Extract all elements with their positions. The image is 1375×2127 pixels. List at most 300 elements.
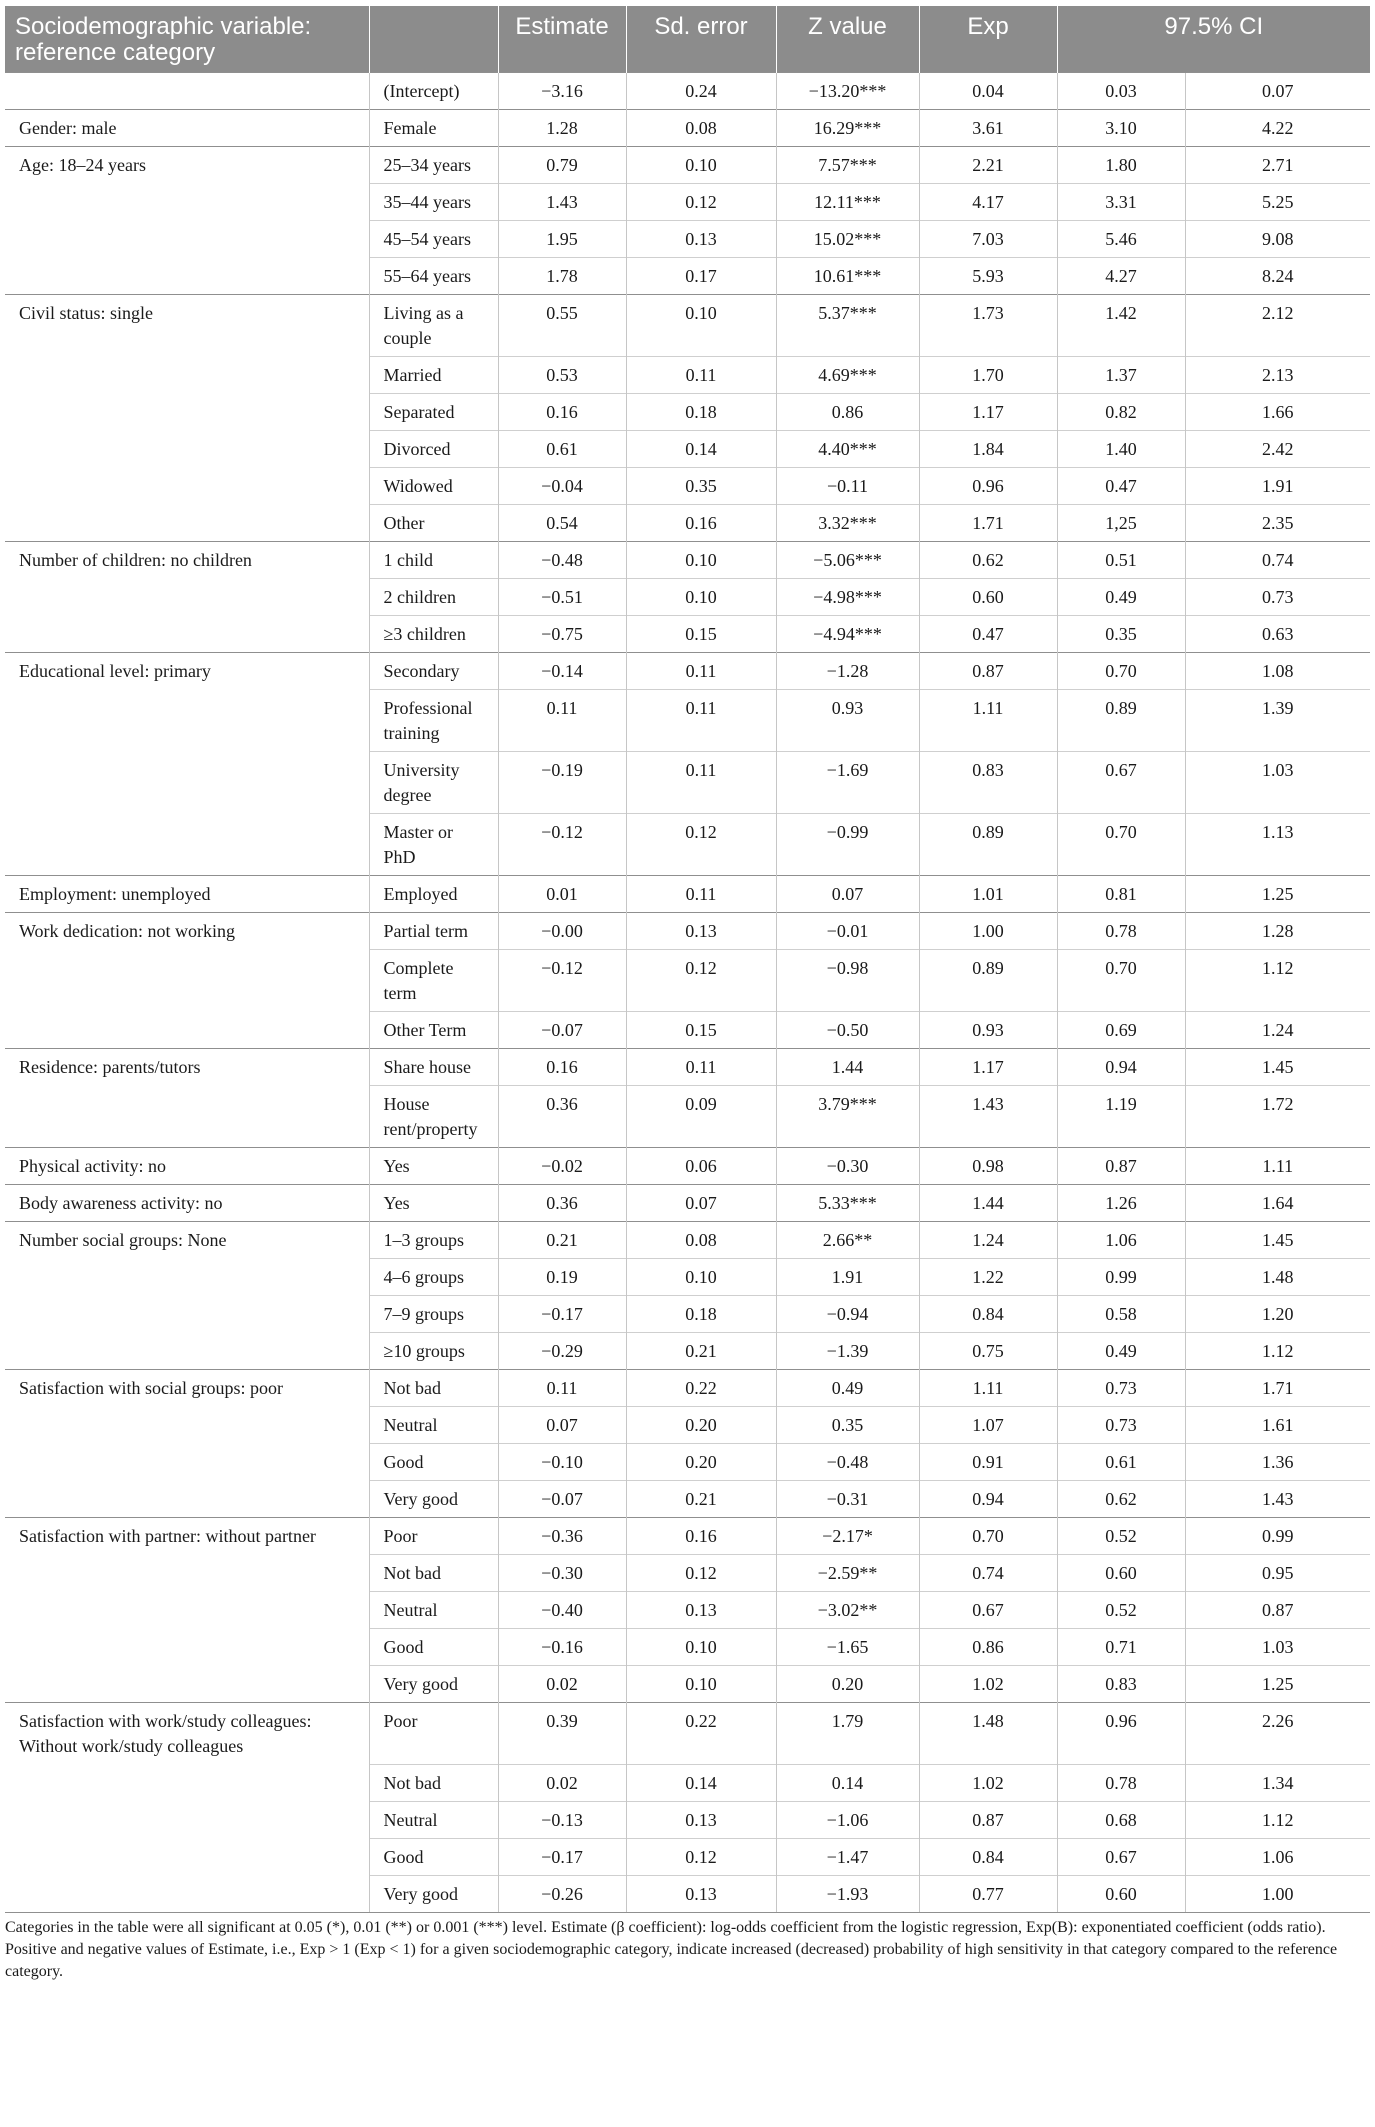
category-cell: Employed xyxy=(369,876,498,913)
ci-lower-cell: 0.49 xyxy=(1057,579,1185,616)
table-row xyxy=(5,1333,1370,1370)
ci-upper-cell: 1.03 xyxy=(1185,1629,1370,1666)
exp-cell: 0.04 xyxy=(919,73,1057,110)
table-row xyxy=(5,1666,1370,1703)
estimate-cell: 0.21 xyxy=(498,1222,626,1259)
category-cell: Living as a couple xyxy=(369,295,498,357)
ci-lower-cell: 0.70 xyxy=(1057,653,1185,690)
variable-cell xyxy=(5,468,369,505)
z-value-cell: −0.94 xyxy=(776,1296,919,1333)
ci-lower-cell: 1.80 xyxy=(1057,147,1185,184)
sd-error-cell: 0.12 xyxy=(626,1555,776,1592)
table-row xyxy=(5,295,1370,357)
category-cell: Good xyxy=(369,1629,498,1666)
category-cell: Neutral xyxy=(369,1592,498,1629)
estimate-cell: −0.12 xyxy=(498,950,626,1012)
estimate-cell: −0.19 xyxy=(498,752,626,814)
sd-error-cell: 0.06 xyxy=(626,1148,776,1185)
category-cell: House rent/property xyxy=(369,1086,498,1148)
header-variable: Sociodemographic variable: reference category xyxy=(5,6,369,73)
table-body xyxy=(5,73,1370,1913)
estimate-cell: −0.13 xyxy=(498,1801,626,1838)
ci-lower-cell: 0.49 xyxy=(1057,1333,1185,1370)
sd-error-cell: 0.07 xyxy=(626,1185,776,1222)
exp-cell: 0.67 xyxy=(919,1592,1057,1629)
variable-cell xyxy=(5,1407,369,1444)
ci-lower-cell: 0.83 xyxy=(1057,1666,1185,1703)
ci-upper-cell: 1.34 xyxy=(1185,1764,1370,1801)
table-row xyxy=(5,1012,1370,1049)
estimate-cell: 0.02 xyxy=(498,1666,626,1703)
variable-cell xyxy=(5,1666,369,1703)
exp-cell: 1.24 xyxy=(919,1222,1057,1259)
sd-error-cell: 0.10 xyxy=(626,1666,776,1703)
ci-upper-cell: 5.25 xyxy=(1185,184,1370,221)
table-row xyxy=(5,394,1370,431)
category-cell: 55–64 years xyxy=(369,258,498,295)
ci-lower-cell: 3.10 xyxy=(1057,110,1185,147)
variable-cell xyxy=(5,184,369,221)
estimate-cell: −0.30 xyxy=(498,1555,626,1592)
variable-cell xyxy=(5,690,369,752)
z-value-cell: 0.49 xyxy=(776,1370,919,1407)
ci-upper-cell: 1.12 xyxy=(1185,950,1370,1012)
ci-lower-cell: 0.87 xyxy=(1057,1148,1185,1185)
sd-error-cell: 0.13 xyxy=(626,1592,776,1629)
z-value-cell: −3.02** xyxy=(776,1592,919,1629)
variable-cell xyxy=(5,258,369,295)
table-row xyxy=(5,653,1370,690)
z-value-cell: −1.39 xyxy=(776,1333,919,1370)
sd-error-cell: 0.08 xyxy=(626,1222,776,1259)
table-row xyxy=(5,1049,1370,1086)
table-row xyxy=(5,1444,1370,1481)
table-row xyxy=(5,1801,1370,1838)
ci-upper-cell: 0.87 xyxy=(1185,1592,1370,1629)
z-value-cell: 10.61*** xyxy=(776,258,919,295)
variable-cell: Physical activity: no xyxy=(5,1148,369,1185)
ci-upper-cell: 1.03 xyxy=(1185,752,1370,814)
sd-error-cell: 0.13 xyxy=(626,1801,776,1838)
variable-cell xyxy=(5,431,369,468)
table-row xyxy=(5,505,1370,542)
estimate-cell: −3.16 xyxy=(498,73,626,110)
ci-lower-cell: 0.78 xyxy=(1057,913,1185,950)
ci-upper-cell: 1.25 xyxy=(1185,876,1370,913)
variable-cell: Residence: parents/tutors xyxy=(5,1049,369,1086)
z-value-cell: −4.94*** xyxy=(776,616,919,653)
ci-upper-cell: 1.08 xyxy=(1185,653,1370,690)
category-cell: Master or PhD xyxy=(369,814,498,876)
category-cell: Other Term xyxy=(369,1012,498,1049)
z-value-cell: 15.02*** xyxy=(776,221,919,258)
estimate-cell: −0.48 xyxy=(498,542,626,579)
variable-cell: Satisfaction with work/study colleagues: Without work/study colleagues xyxy=(5,1703,369,1765)
ci-upper-cell: 1.24 xyxy=(1185,1012,1370,1049)
ci-upper-cell: 2.71 xyxy=(1185,147,1370,184)
ci-lower-cell: 0.73 xyxy=(1057,1370,1185,1407)
category-cell: Neutral xyxy=(369,1407,498,1444)
variable-cell: Age: 18–24 years xyxy=(5,147,369,184)
ci-lower-cell: 1,25 xyxy=(1057,505,1185,542)
ci-lower-cell: 0.70 xyxy=(1057,814,1185,876)
z-value-cell: −0.31 xyxy=(776,1481,919,1518)
ci-lower-cell: 1.26 xyxy=(1057,1185,1185,1222)
z-value-cell: 0.07 xyxy=(776,876,919,913)
category-cell: 7–9 groups xyxy=(369,1296,498,1333)
z-value-cell: 4.40*** xyxy=(776,431,919,468)
ci-upper-cell: 4.22 xyxy=(1185,110,1370,147)
table-row xyxy=(5,73,1370,110)
category-cell: 1 child xyxy=(369,542,498,579)
sd-error-cell: 0.10 xyxy=(626,1629,776,1666)
sd-error-cell: 0.13 xyxy=(626,1875,776,1912)
exp-cell: 7.03 xyxy=(919,221,1057,258)
variable-cell: Body awareness activity: no xyxy=(5,1185,369,1222)
sd-error-cell: 0.11 xyxy=(626,752,776,814)
estimate-cell: −0.17 xyxy=(498,1296,626,1333)
category-cell: Share house xyxy=(369,1049,498,1086)
variable-cell xyxy=(5,394,369,431)
variable-cell xyxy=(5,950,369,1012)
regression-table-sheet xyxy=(5,6,1370,1983)
ci-upper-cell: 8.24 xyxy=(1185,258,1370,295)
table-row xyxy=(5,184,1370,221)
z-value-cell: 3.79*** xyxy=(776,1086,919,1148)
estimate-cell: 0.11 xyxy=(498,1370,626,1407)
z-value-cell: −1.28 xyxy=(776,653,919,690)
ci-upper-cell: 0.74 xyxy=(1185,542,1370,579)
category-cell: Yes xyxy=(369,1185,498,1222)
variable-cell: Educational level: primary xyxy=(5,653,369,690)
estimate-cell: −0.36 xyxy=(498,1518,626,1555)
estimate-cell: −0.00 xyxy=(498,913,626,950)
table-row xyxy=(5,752,1370,814)
sd-error-cell: 0.18 xyxy=(626,1296,776,1333)
estimate-cell: 1.78 xyxy=(498,258,626,295)
exp-cell: 1.11 xyxy=(919,1370,1057,1407)
exp-cell: 1.43 xyxy=(919,1086,1057,1148)
category-cell: Complete term xyxy=(369,950,498,1012)
sd-error-cell: 0.22 xyxy=(626,1703,776,1765)
table-row xyxy=(5,1259,1370,1296)
estimate-cell: −0.10 xyxy=(498,1444,626,1481)
category-cell: Not bad xyxy=(369,1764,498,1801)
ci-upper-cell: 1.25 xyxy=(1185,1666,1370,1703)
sd-error-cell: 0.20 xyxy=(626,1444,776,1481)
sd-error-cell: 0.18 xyxy=(626,394,776,431)
sd-error-cell: 0.12 xyxy=(626,1838,776,1875)
table-row xyxy=(5,876,1370,913)
sd-error-cell: 0.35 xyxy=(626,468,776,505)
table-row xyxy=(5,1875,1370,1912)
table-row xyxy=(5,147,1370,184)
exp-cell: 0.74 xyxy=(919,1555,1057,1592)
z-value-cell: 7.57*** xyxy=(776,147,919,184)
table-row xyxy=(5,1148,1370,1185)
sd-error-cell: 0.14 xyxy=(626,1764,776,1801)
ci-lower-cell: 0.68 xyxy=(1057,1801,1185,1838)
variable-cell xyxy=(5,73,369,110)
ci-upper-cell: 1.28 xyxy=(1185,913,1370,950)
table-row xyxy=(5,814,1370,876)
sd-error-cell: 0.10 xyxy=(626,579,776,616)
z-value-cell: 1.79 xyxy=(776,1703,919,1765)
table-row xyxy=(5,1629,1370,1666)
category-cell: Married xyxy=(369,357,498,394)
exp-cell: 1.71 xyxy=(919,505,1057,542)
exp-cell: 0.96 xyxy=(919,468,1057,505)
category-cell: 45–54 years xyxy=(369,221,498,258)
exp-cell: 0.89 xyxy=(919,814,1057,876)
estimate-cell: −0.17 xyxy=(498,1838,626,1875)
sd-error-cell: 0.11 xyxy=(626,1049,776,1086)
ci-lower-cell: 0.60 xyxy=(1057,1875,1185,1912)
ci-lower-cell: 0.52 xyxy=(1057,1518,1185,1555)
ci-upper-cell: 2.26 xyxy=(1185,1703,1370,1765)
z-value-cell: 16.29*** xyxy=(776,110,919,147)
z-value-cell: −0.01 xyxy=(776,913,919,950)
ci-lower-cell: 1.42 xyxy=(1057,295,1185,357)
category-cell: University degree xyxy=(369,752,498,814)
ci-lower-cell: 0.69 xyxy=(1057,1012,1185,1049)
category-cell: Neutral xyxy=(369,1801,498,1838)
ci-lower-cell: 0.61 xyxy=(1057,1444,1185,1481)
variable-cell: Satisfaction with social groups: poor xyxy=(5,1370,369,1407)
variable-cell: Satisfaction with partner: without partner xyxy=(5,1518,369,1555)
z-value-cell: 12.11*** xyxy=(776,184,919,221)
variable-cell: Work dedication: not working xyxy=(5,913,369,950)
estimate-cell: −0.51 xyxy=(498,579,626,616)
table-row xyxy=(5,1185,1370,1222)
category-cell: Not bad xyxy=(369,1370,498,1407)
ci-upper-cell: 1.71 xyxy=(1185,1370,1370,1407)
ci-lower-cell: 3.31 xyxy=(1057,184,1185,221)
variable-cell xyxy=(5,1086,369,1148)
category-cell: Poor xyxy=(369,1518,498,1555)
exp-cell: 1.22 xyxy=(919,1259,1057,1296)
ci-lower-cell: 0.96 xyxy=(1057,1703,1185,1765)
table-row xyxy=(5,1296,1370,1333)
exp-cell: 1.17 xyxy=(919,394,1057,431)
estimate-cell: −0.14 xyxy=(498,653,626,690)
table-row xyxy=(5,258,1370,295)
variable-cell xyxy=(5,357,369,394)
estimate-cell: 0.55 xyxy=(498,295,626,357)
category-cell: Good xyxy=(369,1838,498,1875)
table-row xyxy=(5,1838,1370,1875)
sd-error-cell: 0.10 xyxy=(626,1259,776,1296)
estimate-cell: 1.28 xyxy=(498,110,626,147)
variable-cell xyxy=(5,1444,369,1481)
ci-upper-cell: 1.72 xyxy=(1185,1086,1370,1148)
ci-lower-cell: 0.62 xyxy=(1057,1481,1185,1518)
ci-upper-cell: 1.48 xyxy=(1185,1259,1370,1296)
variable-cell xyxy=(5,1012,369,1049)
estimate-cell: −0.40 xyxy=(498,1592,626,1629)
ci-upper-cell: 2.35 xyxy=(1185,505,1370,542)
ci-lower-cell: 0.71 xyxy=(1057,1629,1185,1666)
z-value-cell: −1.65 xyxy=(776,1629,919,1666)
estimate-cell: 0.36 xyxy=(498,1185,626,1222)
ci-lower-cell: 0.89 xyxy=(1057,690,1185,752)
ci-upper-cell: 1.12 xyxy=(1185,1801,1370,1838)
exp-cell: 0.70 xyxy=(919,1518,1057,1555)
table-row xyxy=(5,1407,1370,1444)
ci-lower-cell: 1.06 xyxy=(1057,1222,1185,1259)
z-value-cell: −13.20*** xyxy=(776,73,919,110)
sd-error-cell: 0.15 xyxy=(626,616,776,653)
table-row xyxy=(5,690,1370,752)
z-value-cell: 4.69*** xyxy=(776,357,919,394)
variable-cell xyxy=(5,616,369,653)
ci-upper-cell: 1.36 xyxy=(1185,1444,1370,1481)
estimate-cell: 0.61 xyxy=(498,431,626,468)
category-cell: 35–44 years xyxy=(369,184,498,221)
ci-upper-cell: 1.45 xyxy=(1185,1049,1370,1086)
table-row xyxy=(5,1518,1370,1555)
estimate-cell: 0.19 xyxy=(498,1259,626,1296)
ci-lower-cell: 0.70 xyxy=(1057,950,1185,1012)
ci-lower-cell: 0.82 xyxy=(1057,394,1185,431)
variable-cell: Number social groups: None xyxy=(5,1222,369,1259)
category-cell: Professional training xyxy=(369,690,498,752)
ci-lower-cell: 0.67 xyxy=(1057,1838,1185,1875)
header-ci: 97.5% CI xyxy=(1057,6,1370,73)
exp-cell: 0.93 xyxy=(919,1012,1057,1049)
variable-cell xyxy=(5,752,369,814)
ci-upper-cell: 9.08 xyxy=(1185,221,1370,258)
ci-lower-cell: 0.52 xyxy=(1057,1592,1185,1629)
exp-cell: 0.98 xyxy=(919,1148,1057,1185)
variable-cell xyxy=(5,1875,369,1912)
ci-upper-cell: 1.91 xyxy=(1185,468,1370,505)
sd-error-cell: 0.10 xyxy=(626,295,776,357)
variable-cell xyxy=(5,1333,369,1370)
exp-cell: 1.84 xyxy=(919,431,1057,468)
category-cell: Very good xyxy=(369,1481,498,1518)
ci-lower-cell: 0.35 xyxy=(1057,616,1185,653)
ci-upper-cell: 1.20 xyxy=(1185,1296,1370,1333)
category-cell: 4–6 groups xyxy=(369,1259,498,1296)
header-exp: Exp xyxy=(919,6,1057,73)
ci-upper-cell: 0.73 xyxy=(1185,579,1370,616)
ci-lower-cell: 0.67 xyxy=(1057,752,1185,814)
variable-cell xyxy=(5,814,369,876)
z-value-cell: 2.66** xyxy=(776,1222,919,1259)
z-value-cell: −0.48 xyxy=(776,1444,919,1481)
z-value-cell: 0.35 xyxy=(776,1407,919,1444)
z-value-cell: −0.50 xyxy=(776,1012,919,1049)
ci-lower-cell: 0.47 xyxy=(1057,468,1185,505)
exp-cell: 0.87 xyxy=(919,653,1057,690)
z-value-cell: −0.11 xyxy=(776,468,919,505)
variable-cell xyxy=(5,1555,369,1592)
sd-error-cell: 0.12 xyxy=(626,814,776,876)
ci-upper-cell: 0.07 xyxy=(1185,73,1370,110)
variable-cell xyxy=(5,505,369,542)
exp-cell: 1.17 xyxy=(919,1049,1057,1086)
variable-cell xyxy=(5,1592,369,1629)
ci-upper-cell: 1.45 xyxy=(1185,1222,1370,1259)
exp-cell: 1.01 xyxy=(919,876,1057,913)
table-row xyxy=(5,913,1370,950)
exp-cell: 1.02 xyxy=(919,1764,1057,1801)
header-estimate: Estimate xyxy=(498,6,626,73)
z-value-cell: 3.32*** xyxy=(776,505,919,542)
variable-cell xyxy=(5,579,369,616)
exp-cell: 0.94 xyxy=(919,1481,1057,1518)
variable-cell xyxy=(5,1629,369,1666)
exp-cell: 0.75 xyxy=(919,1333,1057,1370)
sd-error-cell: 0.11 xyxy=(626,357,776,394)
category-cell: Separated xyxy=(369,394,498,431)
estimate-cell: −0.75 xyxy=(498,616,626,653)
z-value-cell: 1.44 xyxy=(776,1049,919,1086)
ci-upper-cell: 1.13 xyxy=(1185,814,1370,876)
z-value-cell: −1.69 xyxy=(776,752,919,814)
ci-lower-cell: 0.78 xyxy=(1057,1764,1185,1801)
sd-error-cell: 0.09 xyxy=(626,1086,776,1148)
exp-cell: 0.47 xyxy=(919,616,1057,653)
exp-cell: 0.86 xyxy=(919,1629,1057,1666)
ci-lower-cell: 1.40 xyxy=(1057,431,1185,468)
sd-error-cell: 0.12 xyxy=(626,184,776,221)
ci-upper-cell: 2.12 xyxy=(1185,295,1370,357)
table-row xyxy=(5,357,1370,394)
ci-upper-cell: 1.43 xyxy=(1185,1481,1370,1518)
variable-cell: Civil status: single xyxy=(5,295,369,357)
ci-upper-cell: 1.39 xyxy=(1185,690,1370,752)
exp-cell: 5.93 xyxy=(919,258,1057,295)
category-cell: Yes xyxy=(369,1148,498,1185)
estimate-cell: −0.26 xyxy=(498,1875,626,1912)
z-value-cell: −1.06 xyxy=(776,1801,919,1838)
z-value-cell: −0.30 xyxy=(776,1148,919,1185)
exp-cell: 0.91 xyxy=(919,1444,1057,1481)
category-cell: Female xyxy=(369,110,498,147)
table-footnote: Categories in the table were all significant at 0.05 (*), 0.01 (**) or 0.001 (***) level. Estimate (β coefficient): log-odds coefficient from the logistic regression, Exp(B): exponentiated coefficient (odds ratio). Positive and negative values of Estimate, i.e., Exp > 1 (Exp < 1) for a given sociodemographic category, indicate increased (decreased) probability of high sensitivity in that category compared to the reference category. xyxy=(5,1918,1338,1980)
exp-cell: 0.60 xyxy=(919,579,1057,616)
estimate-cell: 0.11 xyxy=(498,690,626,752)
sd-error-cell: 0.08 xyxy=(626,110,776,147)
table-row xyxy=(5,221,1370,258)
estimate-cell: 0.79 xyxy=(498,147,626,184)
estimate-cell: 0.02 xyxy=(498,1764,626,1801)
category-cell: ≥3 children xyxy=(369,616,498,653)
table-row xyxy=(5,1703,1370,1765)
sd-error-cell: 0.10 xyxy=(626,147,776,184)
exp-cell: 1.02 xyxy=(919,1666,1057,1703)
ci-lower-cell: 0.60 xyxy=(1057,1555,1185,1592)
ci-lower-cell: 0.94 xyxy=(1057,1049,1185,1086)
sd-error-cell: 0.11 xyxy=(626,876,776,913)
exp-cell: 1.44 xyxy=(919,1185,1057,1222)
sd-error-cell: 0.24 xyxy=(626,73,776,110)
estimate-cell: −0.29 xyxy=(498,1333,626,1370)
category-cell: 1–3 groups xyxy=(369,1222,498,1259)
ci-lower-cell: 0.81 xyxy=(1057,876,1185,913)
z-value-cell: −0.99 xyxy=(776,814,919,876)
regression-table xyxy=(5,6,1370,1913)
ci-upper-cell: 1.06 xyxy=(1185,1838,1370,1875)
exp-cell: 0.77 xyxy=(919,1875,1057,1912)
category-cell: Other xyxy=(369,505,498,542)
category-cell: Very good xyxy=(369,1875,498,1912)
variable-cell xyxy=(5,1296,369,1333)
table-row xyxy=(5,1370,1370,1407)
estimate-cell: −0.07 xyxy=(498,1012,626,1049)
